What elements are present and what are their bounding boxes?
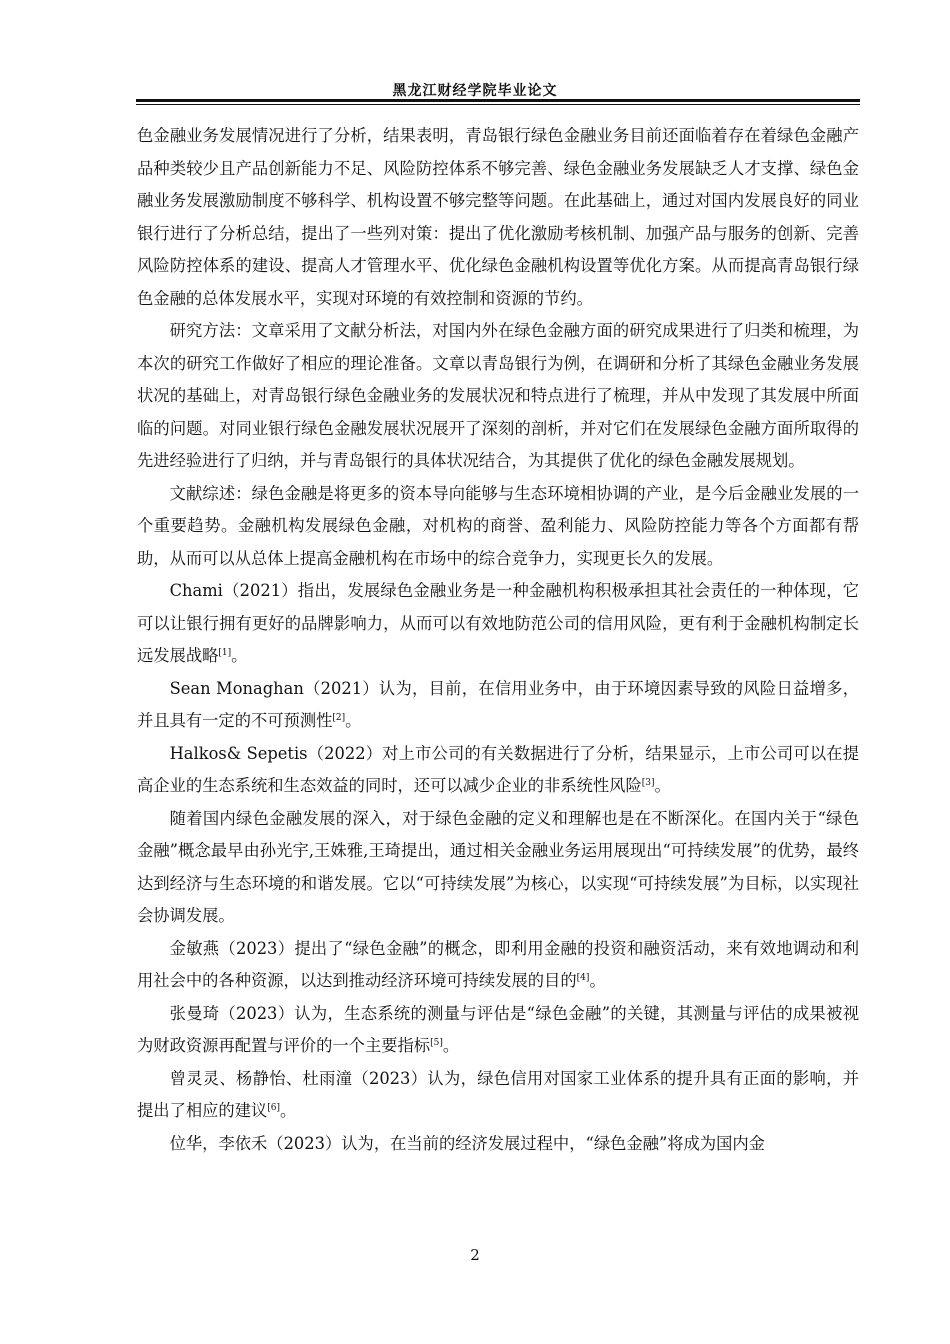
citation-ref: [4] — [576, 973, 590, 983]
paragraph-research-methods: 研究方法：文章采用了文献分析法，对国内外在绿色金融方面的研究成果进行了归类和梳理，为本次的研究工作做好了相应的理论准备。文章以青岛银行为例，在调研和分析了其绿色金融业务发展状况的基础上，对青岛银行绿色金融业务的发展状况和特点进行了梳理，并从中发现了其发展中所面临的问题。对同业银行绿色金融发展状况展开了深刻的剖析，并对它们在发展绿色金融方面所取得的先进经验进行了归纳，并与青岛银行的具体状况结合，为其提供了优化的绿色金融发展规划。 — [137, 321, 859, 470]
paragraph-continued: 色金融业务发展情况进行了分析，结果表明，青岛银行绿色金融业务目前还面临着存在着绿色金融产品种类较少且产品创新能力不足、风险防控体系不够完善、绿色金融业务发展缺乏人才支撑、绿色金融业务发展激励制度不够科学、机构设置不够完整等问题。在此基础上，通过对国内发展良好的同业银行进行了分析总结，提出了一些列对策：提出了优化激励考核机制、加强产品与服务的创新、完善风险防控体系的建设、提高人才管理水平、优化绿色金融机构设置等优化方案。从而提高青岛银行绿色金融的总体发展水平，实现对环境的有效控制和资源的节约。 — [137, 126, 859, 308]
citation-ref: [6] — [267, 1103, 281, 1113]
paragraph-zhang-manqi: 张曼琦（2023）认为，生态系统的测量与评估是“绿色金融”的关键，其测量与评估的成果被视为财政资源再配置与评价的一个主要指标[5]。 — [137, 1003, 859, 1055]
paragraph-halkos: Halkos& Sepetis（2022）对上市公司的有关数据进行了分析，结果显示，上市公司可以在提高企业的生态系统和生态效益的同时，还可以减少企业的非系统性风险[3]。 — [137, 743, 859, 795]
citation-ref: [1] — [218, 648, 232, 658]
page-number: 2 — [470, 1246, 480, 1264]
header-title: 黑龙江财经学院毕业论文 — [392, 83, 558, 99]
paragraph-jin-minyan: 金敏燕（2023）提出了“绿色金融”的概念，即利用金融的投资和融资活动，来有效地调动和利用社会中的各种资源，以达到推动经济环境可持续发展的目的[4]。 — [137, 938, 859, 990]
paragraph-wei-hua: 位华，李依禾（2023）认为，在当前的经济发展过程中，“绿色金融”将成为国内金 — [169, 1133, 765, 1153]
citation-ref: [5] — [430, 1038, 443, 1048]
header-rule-thick — [136, 99, 860, 102]
paragraph-domestic-development: 随着国内绿色金融发展的深入，对于绿色金融的定义和理解也是在不断深化。在国内关于“绿色金融”概念最早由孙光宇,王姝雅,王琦提出，通过相关金融业务运用展现出“可持续发展”的优势，最终达到经济与生态环境的和谐发展。它以“可持续发展”为核心，以实现“可持续发展”为目标，以实现社会协调发展。 — [137, 808, 859, 925]
paragraph-monaghan: Sean Monaghan（2021）认为，目前，在信用业务中，由于环境因素导致的风险日益增多，并且具有一定的不可预测性[2]。 — [137, 678, 859, 730]
paragraph-literature-review: 文献综述：绿色金融是将更多的资本导向能够与生态环境相协调的产业，是今后金融业发展的一个重要趋势。金融机构发展绿色金融，对机构的商誉、盈利能力、风险防控能力等各个方面都有帮助，从而可以从总体上提高金融机构在市场中的综合竞争力，实现更长久的发展。 — [137, 483, 859, 568]
citation-ref: [3] — [641, 778, 655, 788]
paragraph-zeng-lingling: 曾灵灵、杨静怡、杜雨潼（2023）认为，绿色信用对国家工业体系的提升具有正面的影响，并提出了相应的建议[6]。 — [137, 1068, 859, 1120]
citation-ref: [2] — [332, 713, 346, 723]
body-text — [137, 120, 859, 1160]
paragraph-chami: Chami（2021）指出，发展绿色金融业务是一种金融机构积极承担其社会责任的一种体现，它可以让银行拥有更好的品牌影响力，从而可以有效地防范公司的信用风险，更有利于金融机构制定长远发展战略[1]。 — [137, 581, 859, 665]
header-rule-thin — [136, 104, 860, 105]
